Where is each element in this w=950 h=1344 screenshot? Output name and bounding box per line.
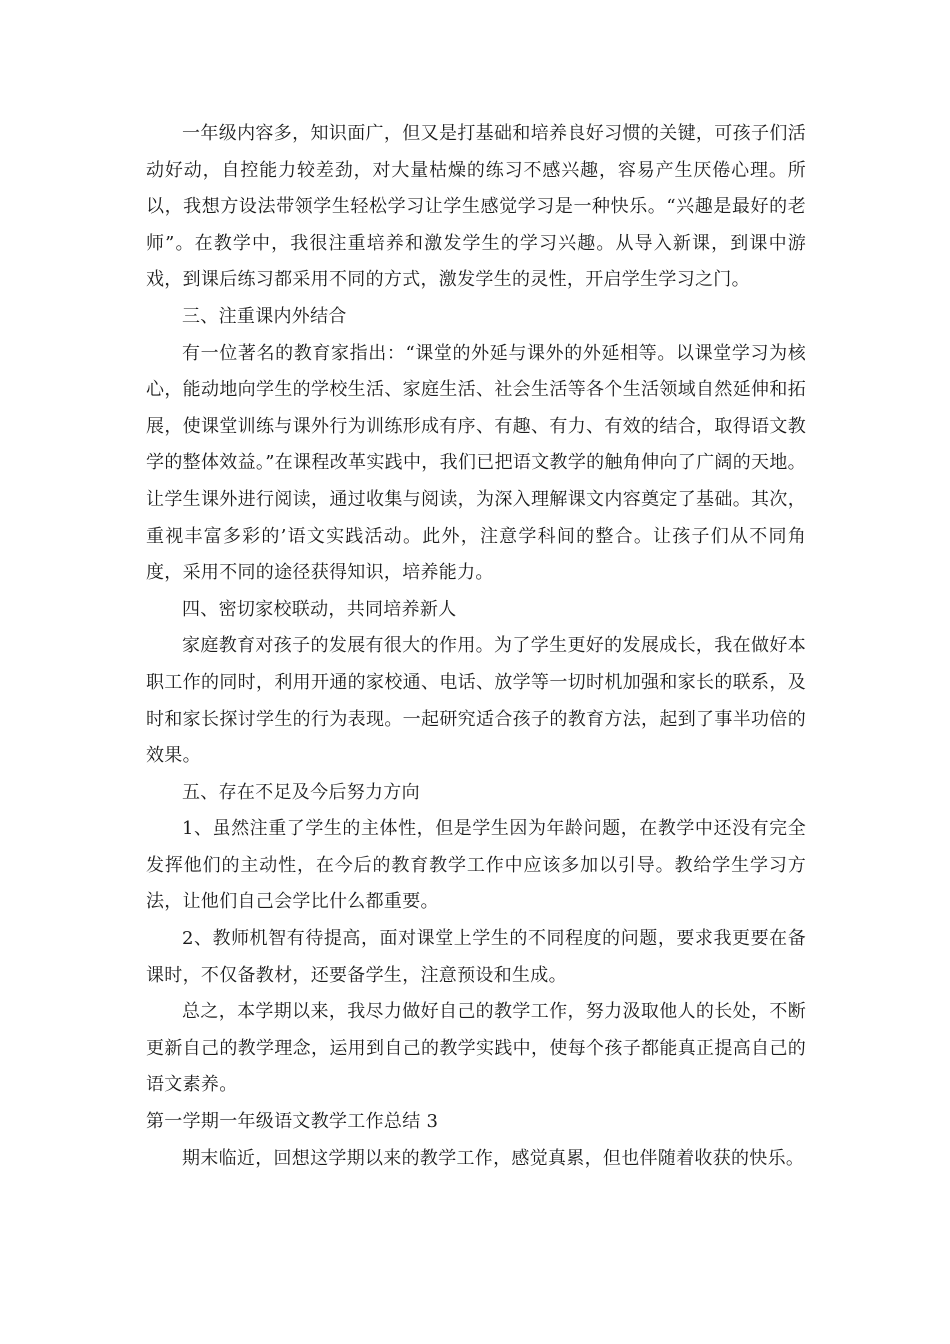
section-heading: 三、注重课内外结合 xyxy=(182,305,347,327)
paragraph: 期末临近，回想这学期以来的教学工作，感觉真累，但也伴随着收获的快乐。 xyxy=(182,1147,805,1169)
document-title: 第一学期一年级语文教学工作总结 3 xyxy=(146,1111,439,1133)
paragraph: 一年级内容多，知识面广，但又是打基础和培养良好习惯的关键，可孩子们活动好动，自控能力较差劲，对大量枯燥的练习不感兴趣，容易产生厌倦心理。所以，我想方设法带领学生轻松学习让学生感觉学习是一种快乐。“兴趣是最好的老师”。在教学中，我很注重培养和激发学生的学习兴趣。从导入新课，到课中游戏，到课后练习都采用不同的方式，激发学生的灵性，开启学生学习之门。 xyxy=(146,123,806,291)
paragraph: 2、教师机智有待提高，面对课堂上学生的不同程度的问题，要求我更要在备课时，不仅备教材，还要备学生，注意预设和生成。 xyxy=(146,928,806,986)
paragraph: 1、虽然注重了学生的主体性，但是学生因为年龄问题，在教学中还没有完全发挥他们的主动性，在今后的教育教学工作中应该多加以引导。教给学生学习方法，让他们自己会学比什么都重要。 xyxy=(146,818,806,913)
section-heading: 四、密切家校联动，共同培养新人 xyxy=(182,598,457,620)
paragraph: 总之，本学期以来，我尽力做好自己的教学工作，努力汲取他人的长处，不断更新自己的教学理念，运用到自己的教学实践中，使每个孩子都能真正提高自己的语文素养。 xyxy=(146,1001,806,1096)
paragraph: 家庭教育对孩子的发展有很大的作用。为了学生更好的发展成长，我在做好本职工作的同时，利用开通的家校通、电话、放学等一切时机加强和家长的联系，及时和家长探讨学生的行为表现。一起研究适合孩子的教育方法，起到了事半功倍的效果。 xyxy=(146,635,806,767)
section-heading: 五、存在不足及今后努力方向 xyxy=(182,781,420,803)
paragraph: 有一位著名的教育家指出：“课堂的外延与课外的外延相等。以课堂学习为核心，能动地向学生的学校生活、家庭生活、社会生活等各个生活领域自然延伸和拓展，使课堂训练与课外行为训练形成有序、有趣、有力、有效的结合，取得语文教学的整体效益。”在课程改革实践中，我们已把语文教学的触角伸向了广阔的天地。让学生课外进行阅读，通过收集与阅读，为深入理解课文内容奠定了基础。其次，重视丰富多彩的’语文实践活动。此外，注意学科间的整合。让孩子们从不同角度，采用不同的途径获得知识，培养能力。 xyxy=(146,342,806,584)
document-page xyxy=(146,116,806,1177)
